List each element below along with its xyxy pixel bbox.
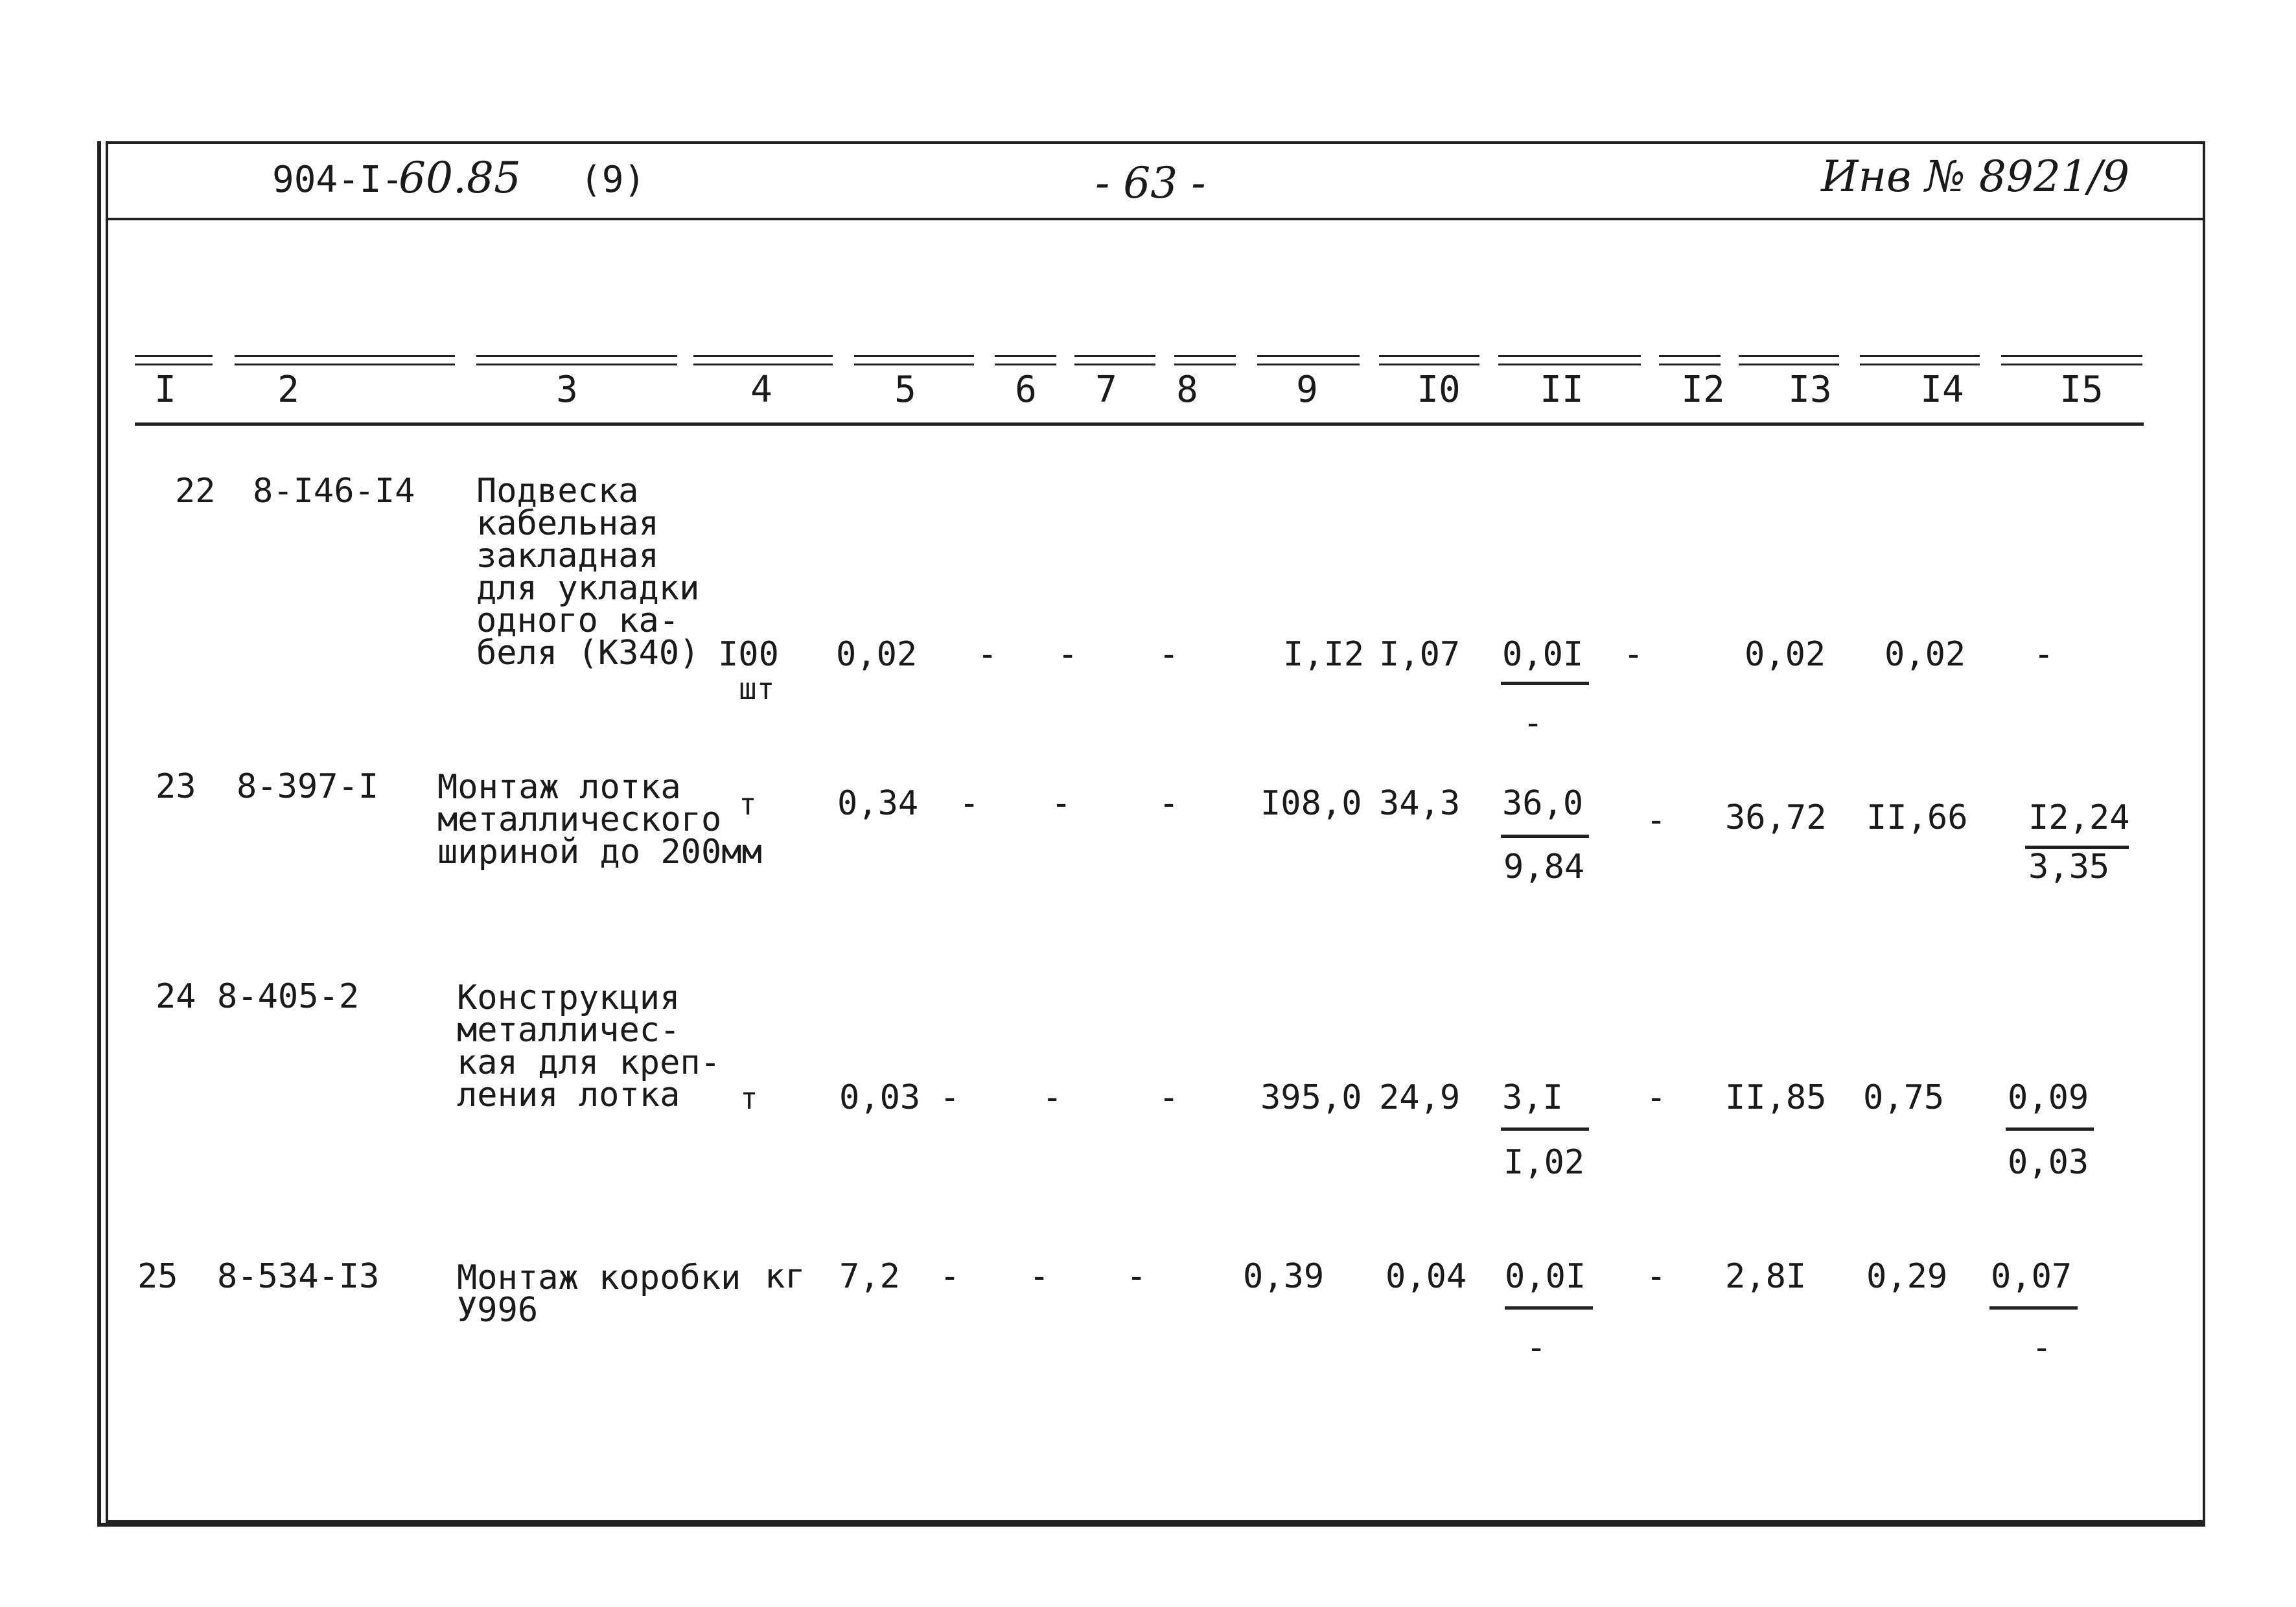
cell-col8: - — [1159, 635, 1179, 674]
cell-col8: - — [1126, 1257, 1147, 1296]
cell-col11-top: 3,I — [1502, 1078, 1563, 1117]
sheet-number: (9) — [580, 159, 646, 201]
column-number: I2 — [1681, 369, 1725, 411]
row-number: 24 — [156, 977, 196, 1016]
column-header-bottom-rule — [135, 422, 2144, 426]
column-number: 3 — [556, 369, 578, 411]
cell-col7: - — [1042, 1078, 1063, 1117]
cell-col6: - — [940, 1078, 960, 1117]
header-divider — [106, 218, 2205, 220]
inventory-number: Инв № 8921/9 — [1821, 152, 2130, 202]
cell-col13: 0,02 — [1745, 635, 1826, 674]
double-rule — [1860, 355, 1980, 365]
cell-col10: 24,9 — [1379, 1078, 1461, 1117]
cell-col5: 0,02 — [836, 635, 918, 674]
cell-col14: 0,29 — [1866, 1257, 1948, 1296]
row-description: Монтаж коробки У996 — [457, 1258, 741, 1330]
row-unit: I00 — [718, 635, 779, 674]
fraction-bar — [2006, 1127, 2094, 1131]
cell-col13: II,85 — [1725, 1078, 1827, 1117]
row-unit: кг — [765, 1257, 806, 1296]
cell-col15-bottom: - — [2032, 1328, 2052, 1367]
row-code: 8-405-2 — [217, 977, 360, 1016]
column-number: I4 — [1920, 369, 1964, 411]
row-description: Подвеска кабельная закладная для укладки одного ка- беля (К340) — [476, 472, 700, 673]
row-unit: т — [739, 787, 757, 822]
cell-col11-bottom: - — [1526, 1328, 1547, 1367]
cell-col15-bottom: 3,35 — [2028, 848, 2110, 886]
cell-col15-top: 0,09 — [2008, 1078, 2089, 1117]
cell-col9: I,I2 — [1283, 635, 1365, 674]
bottom-border — [97, 1523, 2205, 1527]
cell-col6: - — [977, 635, 998, 674]
row-number: 25 — [137, 1257, 178, 1296]
cell-col13: 2,8I — [1725, 1257, 1807, 1296]
cell-col8: - — [1159, 1078, 1179, 1117]
cell-col11-top: 0,0I — [1502, 635, 1584, 674]
double-rule — [1074, 355, 1155, 365]
cell-col11-top: 0,0I — [1505, 1257, 1586, 1296]
cell-col15-top: 0,07 — [1991, 1257, 2072, 1296]
cell-col12: - — [1646, 801, 1667, 840]
double-rule — [1659, 355, 1721, 365]
cell-col11-bottom: 9,84 — [1503, 848, 1585, 886]
row-code: 8-I46-I4 — [253, 472, 415, 511]
column-number: 8 — [1176, 369, 1198, 411]
column-number: 5 — [894, 369, 916, 411]
page-number: - 63 - — [1095, 158, 1206, 208]
cell-col15: - — [2034, 635, 2054, 674]
double-rule — [1379, 355, 1479, 365]
cell-col11-bottom: I,02 — [1503, 1143, 1585, 1182]
row-number: 23 — [156, 767, 196, 806]
fraction-bar — [1989, 1306, 2078, 1310]
cell-col14: 0,75 — [1863, 1078, 1945, 1117]
cell-col6: - — [940, 1257, 960, 1296]
row-code: 8-397-I — [237, 767, 379, 806]
column-number: 6 — [1015, 369, 1037, 411]
cell-col12: - — [1646, 1078, 1667, 1117]
cell-col11-bottom: - — [1523, 704, 1544, 743]
cell-col7: - — [1058, 635, 1078, 674]
column-number: I0 — [1417, 369, 1461, 411]
fraction-bar — [1501, 1127, 1589, 1131]
cell-col9: 395,0 — [1260, 1078, 1362, 1117]
doc-code-handwritten: 60.85 — [399, 153, 521, 203]
cell-col12: - — [1623, 635, 1644, 674]
cell-col13: 36,72 — [1725, 798, 1827, 837]
column-number: 2 — [277, 369, 299, 411]
row-unit-suffix: шт — [739, 671, 775, 706]
cell-col9: 0,39 — [1243, 1257, 1325, 1296]
doc-code: 904-I- — [272, 159, 404, 201]
cell-col10: 0,04 — [1386, 1257, 1467, 1296]
column-number: II — [1540, 369, 1584, 411]
cell-col10: 34,3 — [1379, 784, 1461, 823]
cell-col15-bottom: 0,03 — [2008, 1143, 2089, 1182]
cell-col7: - — [1029, 1257, 1050, 1296]
cell-col15-top: I2,24 — [2028, 798, 2130, 837]
cell-col10: I,07 — [1379, 635, 1461, 674]
row-description: Монтаж лотка металлического шириной до 200мм — [437, 768, 762, 872]
double-rule — [2001, 355, 2142, 365]
column-number: 4 — [750, 369, 772, 411]
left-border — [97, 141, 101, 1527]
double-rule — [995, 355, 1056, 365]
cell-col5: 0,03 — [839, 1078, 921, 1117]
column-number: I5 — [2059, 369, 2104, 411]
column-number: 7 — [1095, 369, 1117, 411]
cell-col5: 7,2 — [839, 1257, 900, 1296]
double-rule — [1498, 355, 1641, 365]
cell-col14: 0,02 — [1884, 635, 1966, 674]
fraction-bar — [1505, 1306, 1593, 1310]
column-number: I3 — [1788, 369, 1832, 411]
cell-col6: - — [959, 784, 980, 823]
fraction-bar — [1501, 835, 1589, 838]
cell-col9: I08,0 — [1260, 784, 1362, 823]
cell-col7: - — [1051, 784, 1072, 823]
column-number: I — [154, 369, 176, 411]
row-code: 8-534-I3 — [217, 1257, 380, 1296]
cell-col14: II,66 — [1866, 798, 1968, 837]
row-number: 22 — [175, 472, 216, 511]
double-rule — [476, 355, 677, 365]
double-rule — [135, 355, 213, 365]
double-rule — [693, 355, 833, 365]
cell-col5: 0,34 — [837, 784, 919, 823]
double-rule — [235, 355, 455, 365]
double-rule — [1739, 355, 1839, 365]
fraction-bar — [1501, 682, 1589, 685]
row-unit: т — [740, 1081, 758, 1116]
double-rule — [854, 355, 974, 365]
cell-col11-top: 36,0 — [1502, 784, 1584, 823]
column-number: 9 — [1296, 369, 1318, 411]
cell-col8: - — [1159, 784, 1179, 823]
double-rule — [1257, 355, 1360, 365]
double-rule — [1174, 355, 1236, 365]
row-description: Конструкция металличес- кая для креп- ления лотка — [457, 978, 721, 1115]
cell-col12: - — [1646, 1257, 1667, 1296]
